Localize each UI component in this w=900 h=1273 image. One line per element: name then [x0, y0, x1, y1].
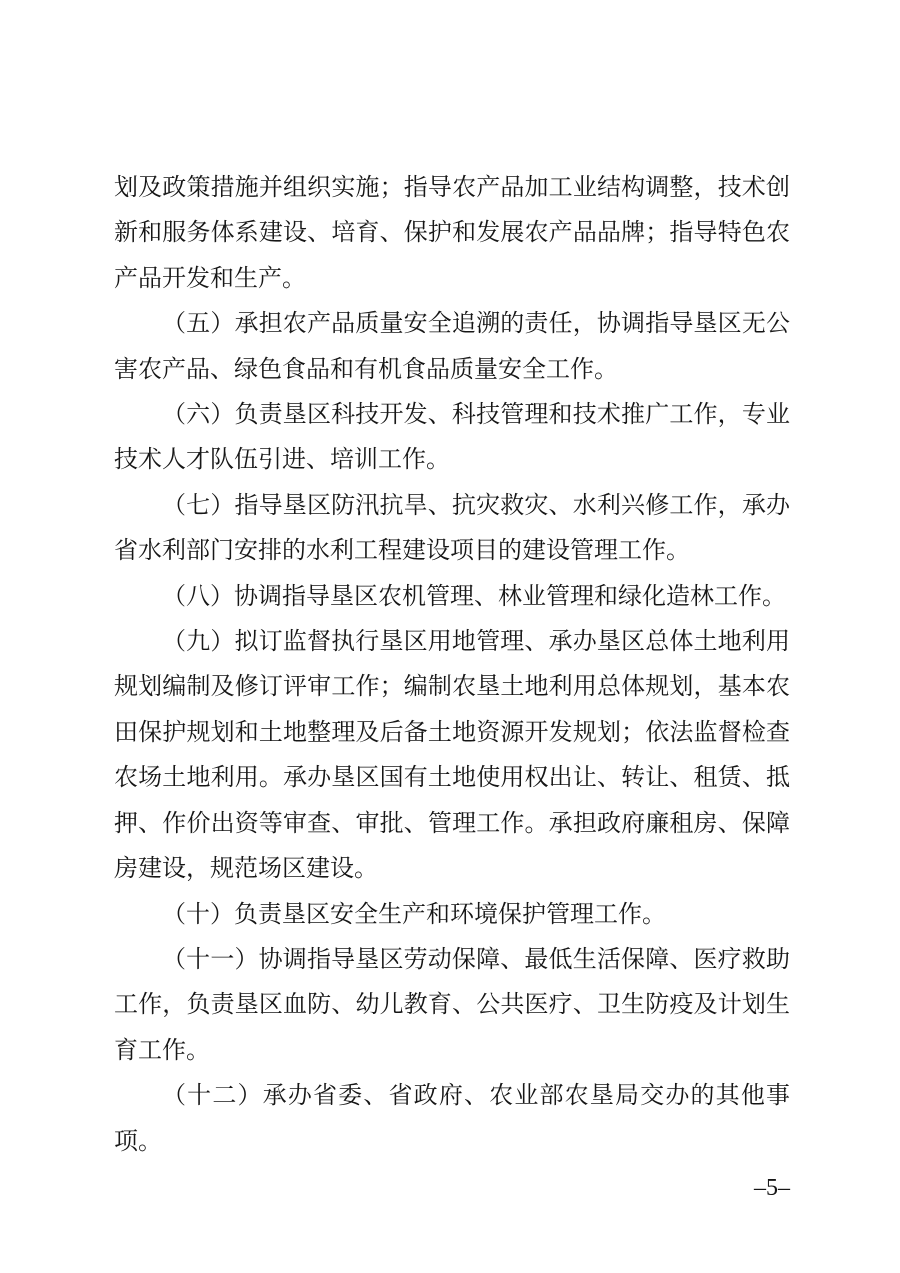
paragraph-continuation: 划及政策措施并组织实施；指导农产品加工业结构调整，技术创新和服务体系建设、培育、保护和发展农产品品牌；指导特色农产品开发和生产。 [114, 175, 790, 292]
document-body [114, 166, 790, 1207]
paragraph-item-8: （八）协调指导垦区农机管理、林业管理和绿化造林工作。 [162, 583, 786, 610]
paragraph-item-10: （十）负责垦区安全生产和环境保护管理工作。 [162, 901, 666, 928]
paragraph-item-6: （六）负责垦区科技开发、科技管理和技术推广工作，专业技术人才队伍引进、培训工作。 [114, 402, 790, 474]
paragraph-item-7: （七）指导垦区防汛抗旱、抗灾救灾、水利兴修工作，承办省水利部门安排的水利工程建设项目的建设管理工作。 [114, 492, 790, 565]
paragraph-item-9: （九）拟订监督执行垦区用地管理、承办垦区总体土地利用规划编制及修订评审工作；编制农垦土地利用总体规划，基本农田保护规划和土地整理及后备土地资源开发规划；依法监督检查农场土地利用。承办垦区国有土地使用权出让、转让、租赁、抵押、作价出资等审查、审批、管理工作。承担政府廉租房、保障房建设，规范场区建设。 [114, 629, 790, 883]
paragraph-item-5: （五）承担农产品质量安全追溯的责任，协调指导垦区无公害农产品、绿色食品和有机食品质量安全工作。 [114, 311, 790, 383]
paragraph-item-11: （十一）协调指导垦区劳动保障、最低生活保障、医疗救助工作，负责垦区血防、幼儿教育、公共医疗、卫生防疫及计划生育工作。 [114, 946, 790, 1064]
paragraph-item-12: （十二）承办省委、省政府、农业部农垦局交办的其他事项。 [114, 1083, 790, 1155]
page-number: –5– [754, 1174, 790, 1201]
